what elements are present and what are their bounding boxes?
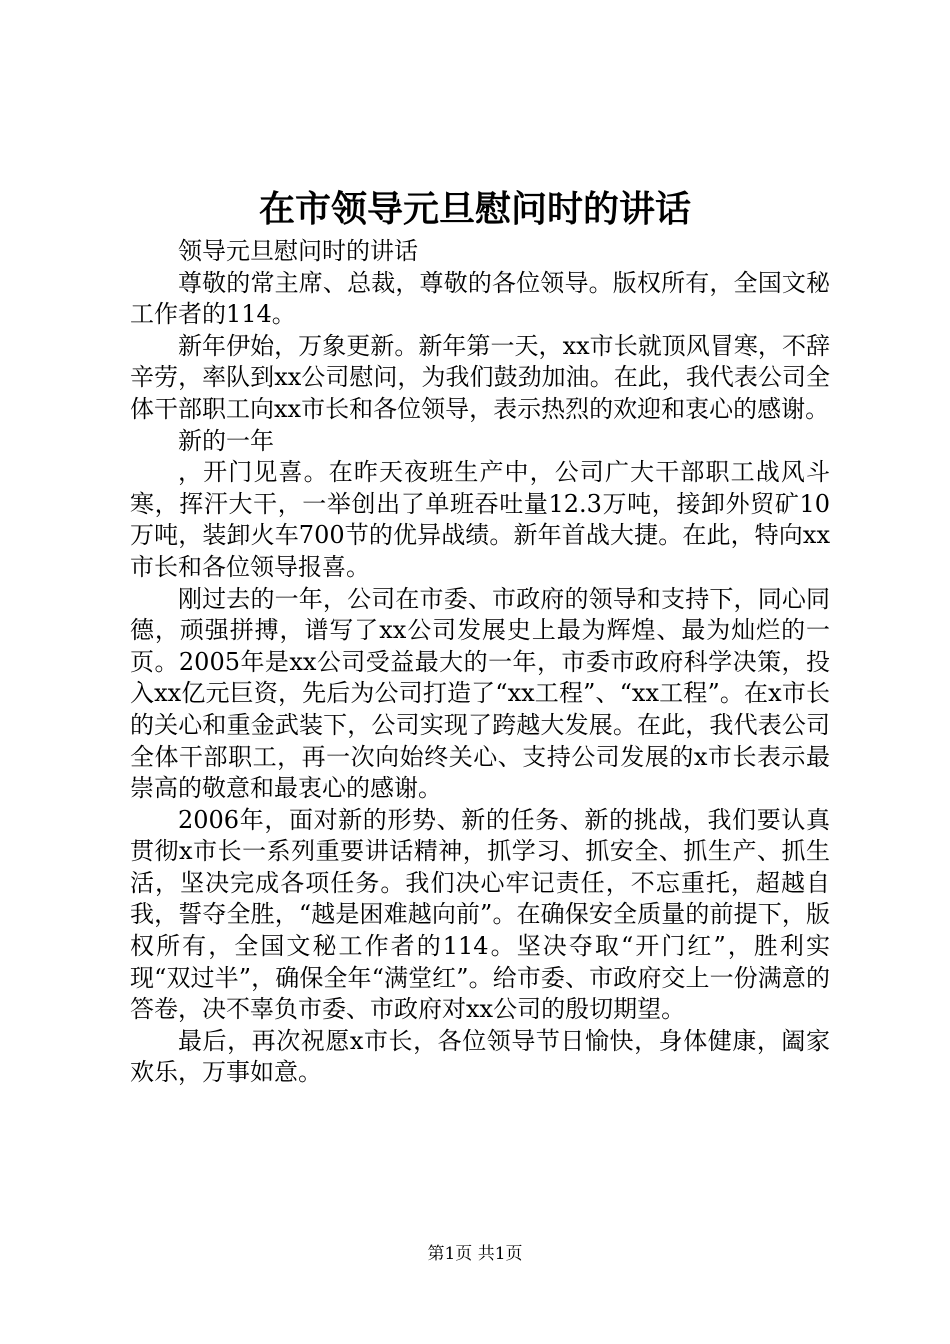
page-footer: 第1页 共1页: [427, 1244, 523, 1264]
paragraph-production-report: ，开门见喜。在昨天夜班生产中，公司广大干部职工战风斗寒，挥汗大干，一举创出了单班吞吐量12.3万吨，接卸外贸矿10万吨，装卸火车700节的优异战绩。新年首战大捷。在此，特向xx市长和各位领导报喜。: [130, 458, 830, 581]
paragraph-past-year: 刚过去的一年，公司在市委、市政府的领导和支持下，同心同德，顽强拼搏，谱写了xx公司发展史上最为辉煌、最为灿烂的一页。2005年是xx公司受益最大的一年，市委市政府科学决策，投入xx亿元巨资，先后为公司打造了“xx工程”、“xx工程”。在x市长的关心和重金武装下，公司实现了跨越大发展。在此，我代表公司全体干部职工，再一次向始终关心、支持公司发展的x市长表示最崇高的敬意和最衷心的感谢。: [130, 584, 830, 803]
paragraph-2006-plan: 2006年，面对新的形势、新的任务、新的挑战，我们要认真贯彻x市长一系列重要讲话精神，抓学习、抓安全、抓生产、抓生活，坚决完成各项任务。我们决心牢记责任，不忘重托，超越自我，誓夺全胜，“越是困难越向前”。在确保安全质量的前提下，版权所有，全国文秘工作者的114。坚决夺取“开门红”，胜利实现“双过半”，确保全年“满堂红”。给市委、市政府交上一份满意的答卷，决不辜负市委、市政府对xx公司的殷切期望。: [130, 805, 830, 1024]
paragraph-greeting: 尊敬的常主席、总裁，尊敬的各位领导。版权所有，全国文秘工作者的114。: [130, 268, 830, 329]
document-body: [130, 236, 830, 1089]
paragraph-subtitle: 领导元旦慰问时的讲话: [178, 237, 418, 265]
document-title: 在市领导元旦慰问时的讲话: [258, 188, 691, 230]
paragraph-new-year: 新年伊始，万象更新。新年第一天，xx市长就顶风冒寒，不辞辛劳，率队到xx公司慰问，为我们鼓劲加油。在此，我代表公司全体干部职工向xx市长和各位领导，表示热烈的欢迎和衷心的感谢。: [130, 331, 830, 423]
paragraph-new-year-fragment: 新的一年: [178, 426, 274, 455]
paragraph-closing-wishes: 最后，再次祝愿x市长，各位领导节日愉快，身体健康，阖家欢乐，万事如意。: [130, 1026, 830, 1087]
